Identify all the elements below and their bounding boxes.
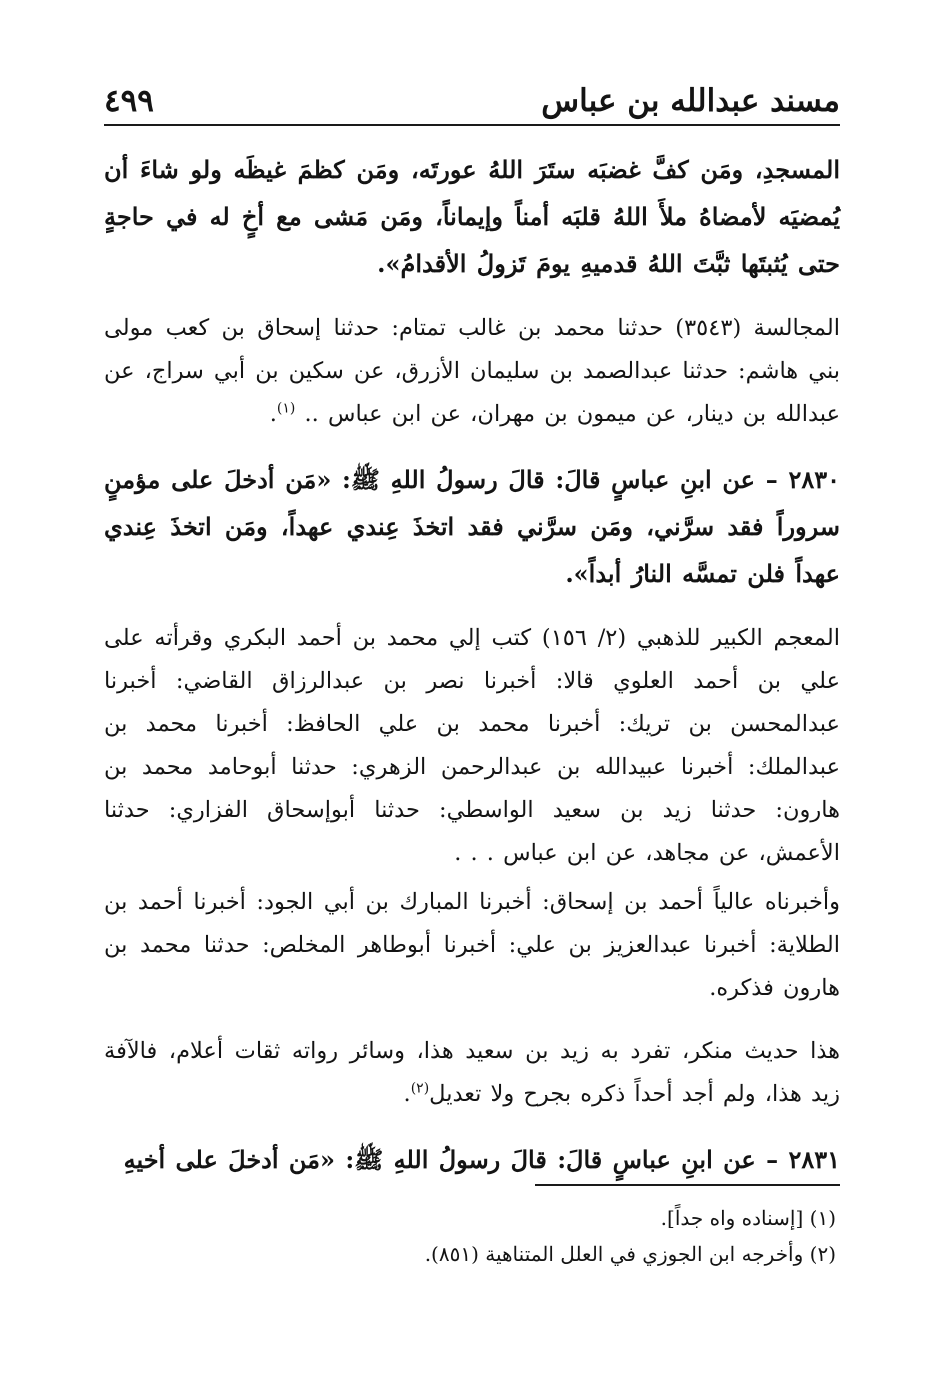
running-title: مسند عبدالله بن عباس bbox=[541, 83, 840, 119]
footnote-separator bbox=[535, 1184, 840, 1186]
source-citation bbox=[104, 617, 840, 875]
hadith-2831 bbox=[104, 1136, 840, 1183]
paragraph-text: المجالسة (٣٥٤٣) حدثنا محمد بن غالب تمتام: حدثنا إسحاق بن كعب مولى بني هاشم: حدثنا عبدالصمد بن سليمان الأزرق، عن سكين بن أبي سراج، عن عبدالله بن دينار، عن ميمون بن مهران، عن ابن عباس .. bbox=[104, 315, 840, 427]
source-citation bbox=[104, 307, 840, 436]
footnotes bbox=[104, 1200, 836, 1272]
paragraph-text: هذا حديث منكر، تفرد به زيد بن سعيد هذا، وسائر رواته ثقات أعلام، فالآفة زيد هذا، ولم أجد أحداً ذكره بجرح ولا تعديل bbox=[104, 1038, 840, 1107]
paragraph-text: ٢٨٣١ – عن ابنِ عباسٍ قالَ: قالَ رسولُ اللهِ ﷺ: «مَن أدخلَ على أخيهِ bbox=[123, 1145, 840, 1174]
paragraph-end-mark: . bbox=[269, 401, 277, 427]
main-text bbox=[104, 146, 840, 1203]
hadith-2830 bbox=[104, 456, 840, 597]
running-header bbox=[104, 78, 840, 126]
source-citation bbox=[104, 881, 840, 1010]
paragraph-text: ٢٨٣٠ – عن ابنِ عباسٍ قالَ: قالَ رسولُ اللهِ ﷺ: «مَن أدخلَ على مؤمنٍ سروراً فقد سرَّني، ومَن سرَّني فقد اتخذَ عِندي عهداً، ومَن اتخذَ عِندي عهداً فلن تمسَّه النارُ أبداً». bbox=[104, 465, 841, 588]
hadith-continuation bbox=[104, 146, 840, 287]
footnote-reference[interactable]: (٢) bbox=[410, 1080, 430, 1097]
paragraph-text: وأخبرناه عالياً أحمد بن إسحاق: أخبرنا المبارك بن أبي الجود: أخبرنا أحمد بن الطلاية: أخبرنا عبدالعزيز بن علي: أخبرنا أبوطاهر المخلص: حدثنا محمد بن هارون فذكره. bbox=[104, 889, 840, 1001]
page-number: ٤٩٩ bbox=[104, 83, 154, 119]
grading-note bbox=[104, 1030, 840, 1116]
footnote-reference[interactable]: (١) bbox=[276, 400, 296, 417]
paragraph-text: المعجم الكبير للذهبي (٢/ ١٥٦) كتب إلي محمد بن أحمد البكري وقرأته على علي بن أحمد العلوي قالا: أخبرنا نصر بن عبدالرزاق القاضي: أخبرنا عبدالمحسن بن تريك: أخبرنا محمد بن علي الحافظ: أخبرنا محمد بن عبدالملك: أخبرنا عبيدالله بن عبدالرحمن الزهري: حدثنا أبوحامد محمد بن هارون: حدثنا زيد بن سعيد الواسطي: حدثنا أبوإسحاق الفزاري: حدثنا الأعمش، عن مجاهد، عن ابن عباس . . . bbox=[104, 625, 840, 866]
footnote-2: (٢) وأخرجه ابن الجوزي في العلل المتناهية (٨٥١). bbox=[424, 1242, 836, 1266]
paragraph-end-mark: . bbox=[403, 1081, 411, 1107]
paragraph-text: المسجدِ، ومَن كفَّ غضبَه ستَرَ اللهُ عورتَه، ومَن كظمَ غيظَه ولو شاءَ أن يُمضيَه لأمضاهُ ملأَ اللهُ قلبَه أمناً وإيماناً، ومَن مَشى مع أخٍ له في حاجةٍ حتى يُثبتَها ثبَّتَ اللهُ قدميهِ يومَ تَزولُ الأقدامُ». bbox=[104, 155, 840, 278]
footnote-1: (١) [إسناده واه جداً]. bbox=[660, 1206, 836, 1230]
